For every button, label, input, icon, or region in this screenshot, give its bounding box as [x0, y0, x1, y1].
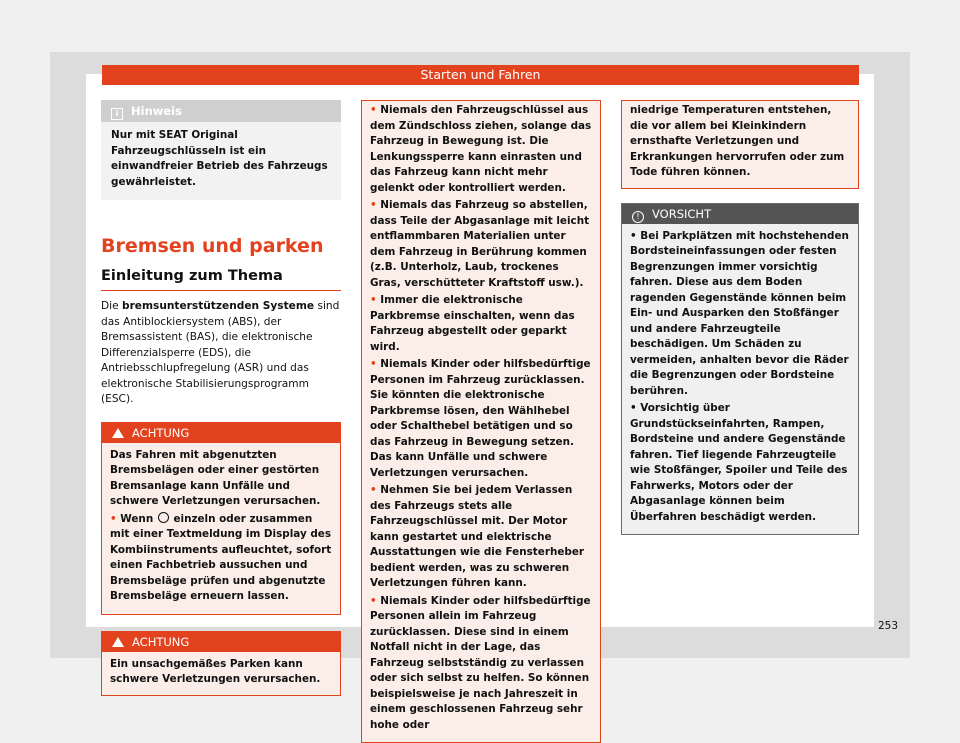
- chapter-header: Starten und Fahren: [102, 65, 859, 85]
- list-item: • Niemals das Fahrzeug so abstellen, dass Teile der Abgasanlage mit leicht entflammbaren Materialien unter dem Fahrzeug in Berührung kommen (z.B. Unterholz, Laub, trockenes Gras, verschütteter Kraftstoff usw.).: [370, 199, 590, 289]
- list-item: • Niemals den Fahrzeugschlüssel aus dem Zündschloss ziehen, solange das Fahrzeug in Bewegung ist. Die Lenkungssperre kann einrasten und das Fahrzeug kann nicht mehr gelenkt oder kontrolliert werden.: [370, 104, 592, 194]
- list-item: • Vorsichtig über Grundstückseinfahrten, Rampen, Bordsteine und andere Gegenstände fahren. Tief liegende Fahrzeugteile wie Stoßfänger, Spoiler und Teile des Fahrwerks, Motors oder der Abgasanlage können beim Überfahren beschädigt werden.: [630, 402, 848, 523]
- hinweis-header: [101, 100, 341, 122]
- brake-warning-icon: [158, 512, 169, 523]
- achtung-1-item: • Wenn einzeln oder zusammen mit einer Textmeldung im Display des Kombiinstruments aufleuchtet, sofort einen Fachbetrieb aussuchen und Bremsbeläge prüfen und abgenutzte Bremsbeläge erneuern lassen.: [110, 512, 332, 602]
- vorsicht-header: ! VORSICHT: [622, 204, 858, 224]
- achtung-2-text: Ein unsachgemäßes Parken kann schwere Verletzungen verursachen.: [110, 657, 321, 685]
- list-item: • Niemals Kinder oder hilfsbedürftige Personen im Fahrzeug zurücklassen. Sie könnten die elektronische Parkbremse lösen, den Wählhebel oder Schalthebel betätigen und so das Fahrzeug in Bewegung setzen. Das kann Unfälle und schwere Verletzungen verursachen.: [370, 358, 591, 479]
- achtung-box-2: [101, 631, 341, 696]
- caution-circle-icon: !: [632, 211, 644, 223]
- achtung-header-1: ACHTUNG: [102, 423, 340, 443]
- info-icon: i: [111, 108, 123, 120]
- list-item: • Bei Parkplätzen mit hochstehenden Bordsteineinfassungen oder festen Begrenzungen immer vorsichtig fahren. Diese aus dem Boden ragenden Gegenstände können beim Ein- und Ausparken den Stoßfänger und andere Fahrzeugteile beschädigen. Um Schäden zu vermeiden, anhalten bevor die Räder die Begrenzungen oder Bordsteine berühren.: [630, 229, 849, 397]
- achtung-header-2: ACHTUNG: [102, 632, 340, 652]
- hinweis-text: Nur mit SEAT Original Fahrzeugschlüsseln ist ein einwandfreier Betrieb des Fahrzeugs gewährleistet.: [111, 129, 328, 188]
- page-number: 253: [877, 620, 898, 632]
- achtung-1-text: Das Fahren mit abgenutzten Bremsbelägen oder einer gestörten Bremsanlage kann Unfälle und schwere Verletzungen verursachen.: [110, 448, 321, 507]
- section-subtitle: Einleitung zum Thema: [101, 266, 341, 291]
- achtung-continuation-box-2: [621, 100, 859, 189]
- list-item: • Niemals Kinder oder hilfsbedürftige Personen allein im Fahrzeug zurücklassen. Diese sind in einem Notfall nicht in der Lage, das Fahrzeug selbstständig zu verlassen oder sich selbst zu helfen. So können beispielsweise je nach Jahreszeit in einem geschlossenen Fahrzeug sehr hohe oder: [370, 594, 591, 731]
- hinweis-title: Hinweis: [131, 104, 182, 118]
- vorsicht-box: [621, 203, 859, 536]
- achtung-continuation-box: [361, 100, 601, 743]
- intro-bold-term: bremsunterstützenden Systeme: [122, 300, 315, 312]
- warning-triangle-icon: [112, 637, 124, 647]
- continuation-text: niedrige Temperaturen entstehen, die vor allem bei Kleinkindern ernsthafte Verletzungen und Erkrankungen hervorrufen oder zum Tode führen können.: [630, 104, 845, 178]
- column-2: [361, 100, 601, 743]
- warning-triangle-icon: [112, 428, 124, 438]
- column-1: [101, 100, 341, 696]
- column-3: [621, 100, 859, 535]
- list-item: • Immer die elektronische Parkbremse einschalten, wenn das Fahrzeug abgestellt oder geparkt wird.: [370, 294, 575, 353]
- section-title: Bremsen und parken: [101, 235, 324, 257]
- intro-paragraph: Die bremsunterstützenden Systeme sind das Antiblockiersystem (ABS), der Bremsassistent (BAS), die elektronische Differenzialsperre (EDS), die Antriebsschlupfregelung (ASR) und das elektronische Stabilisierungsprogramm (ESC).: [101, 300, 340, 405]
- hinweis-box: [101, 100, 341, 200]
- achtung-box-1: [101, 422, 341, 615]
- list-item: • Nehmen Sie bei jedem Verlassen des Fahrzeugs stets alle Fahrzeugschlüssel mit. Der Motor kann gestartet und elektrische Ausstattungen wie die Fensterheber bedient werden, was zu schweren Verletzungen führen kann.: [370, 484, 585, 589]
